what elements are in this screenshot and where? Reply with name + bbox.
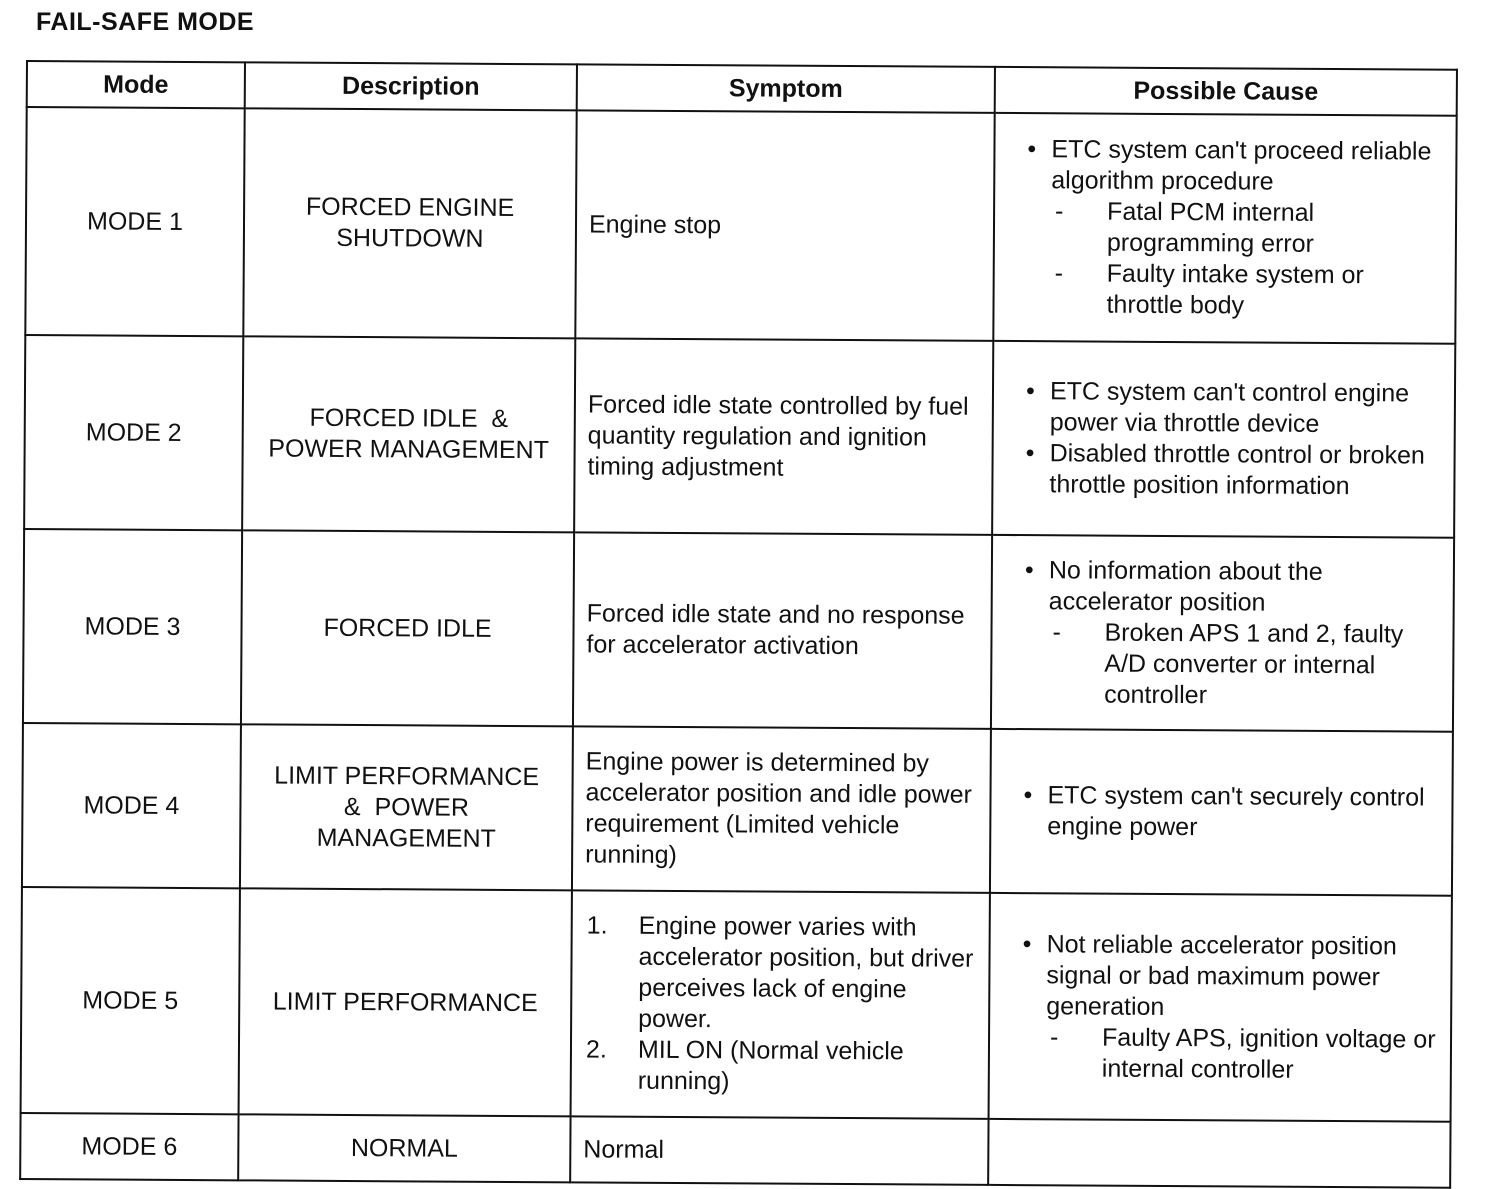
mode-cell: MODE 5 xyxy=(21,887,240,1114)
symptom-text: MIL ON (Normal vehicle running) xyxy=(637,1035,904,1096)
symptom-cell: Engine stop xyxy=(575,110,994,341)
header-description: Description xyxy=(245,62,577,110)
description-line: FORCED ENGINE xyxy=(305,192,515,222)
table-row-mode-6 xyxy=(20,1113,1450,1188)
sub-cause-list xyxy=(1046,1022,1442,1086)
cause-text: No information about the accelerator position xyxy=(1048,555,1323,617)
description-cell xyxy=(241,530,574,726)
symptom-list xyxy=(584,910,977,1098)
sub-cause-item: - Faulty intake system or throttle body xyxy=(1050,258,1446,322)
sub-cause-item: - Fatal PCM internal programming error xyxy=(1051,196,1447,260)
symptom-item xyxy=(584,910,977,1036)
header-possible-cause: Possible Cause xyxy=(995,67,1457,116)
mode-cell: MODE 2 xyxy=(24,335,243,530)
description-cell xyxy=(238,1114,570,1182)
cause-item xyxy=(1024,134,1447,323)
table-row-mode-2 xyxy=(24,335,1455,538)
mode-cell: MODE 1 xyxy=(25,107,244,336)
cause-list xyxy=(1020,929,1443,1087)
description-line: NORMAL xyxy=(350,1133,458,1163)
possible-cause-cell xyxy=(988,1119,1450,1188)
cause-item xyxy=(1022,555,1445,713)
description-line: FORCED IDLE & xyxy=(309,403,509,433)
sub-cause-item: - Broken APS 1 and 2, faulty A/D converter or internal controller xyxy=(1048,617,1445,712)
description-cell xyxy=(242,336,575,532)
description-line: LIMIT PERFORMANCE xyxy=(274,761,540,791)
possible-cause-cell xyxy=(989,893,1452,1122)
sub-cause-item: - Faulty APS, ignition voltage or internal controller xyxy=(1046,1022,1442,1086)
header-mode: Mode xyxy=(27,61,245,108)
description-cell xyxy=(239,888,572,1116)
table-row-mode-5 xyxy=(21,887,1452,1122)
cause-item: • ETC system can't securely control engine power xyxy=(1021,780,1443,845)
description-line: SHUTDOWN xyxy=(336,223,484,253)
cause-list xyxy=(1024,134,1447,323)
possible-cause-cell xyxy=(990,729,1453,896)
mode-cell: MODE 3 xyxy=(23,529,242,724)
header-symptom: Symptom xyxy=(577,64,995,113)
symptom-number: 2. xyxy=(585,1035,607,1064)
table-row-mode-1 xyxy=(25,107,1456,344)
cause-text: ETC system can't proceed reliable algorithm procedure xyxy=(1051,135,1432,196)
mode-cell: MODE 4 xyxy=(22,723,241,888)
cause-list xyxy=(1022,555,1445,713)
description-line: LIMIT PERFORMANCE xyxy=(272,987,538,1017)
sub-cause-list xyxy=(1050,196,1447,322)
possible-cause-cell xyxy=(991,535,1454,732)
description-line: MANAGEMENT xyxy=(316,823,496,853)
cause-item xyxy=(1020,929,1443,1087)
description-line: & POWER xyxy=(343,792,470,822)
symptom-cell xyxy=(571,890,990,1119)
description-line: FORCED IDLE xyxy=(323,613,492,643)
symptom-item xyxy=(584,1034,976,1098)
cause-item: • ETC system can't control engine power via throttle device xyxy=(1024,376,1446,441)
cause-list xyxy=(1021,780,1443,845)
cause-list xyxy=(1023,376,1446,503)
description-line: POWER MANAGEMENT xyxy=(268,434,549,465)
fail-safe-table-container xyxy=(19,60,1456,1189)
possible-cause-cell xyxy=(992,341,1455,538)
cause-item: • Disabled throttle control or broken throttle position information xyxy=(1023,438,1445,503)
symptom-cell: Engine power is determined by accelerator position and idle power requirement (Limited vehicle running) xyxy=(572,726,991,893)
symptom-number: 1. xyxy=(586,911,608,940)
symptom-cell: Forced idle state and no response for accelerator activation xyxy=(573,532,992,729)
page-title: FAIL-SAFE MODE xyxy=(36,8,255,36)
symptom-cell: Normal xyxy=(570,1116,988,1185)
sub-cause-list xyxy=(1048,617,1445,712)
description-cell xyxy=(243,108,576,338)
cause-text: Not reliable accelerator position signal or bad maximum power generation xyxy=(1046,929,1397,1021)
table-row-mode-3 xyxy=(23,529,1454,732)
table-row-mode-4 xyxy=(22,723,1453,896)
possible-cause-cell xyxy=(993,113,1456,344)
symptom-cell: Forced idle state controlled by fuel quantity regulation and ignition timing adjustment xyxy=(574,338,993,535)
description-cell xyxy=(240,724,573,890)
mode-cell: MODE 6 xyxy=(20,1113,238,1180)
symptom-text: Engine power varies with accelerator position, but driver perceives lack of engine power. xyxy=(638,911,974,1034)
fail-safe-mode-table xyxy=(19,60,1458,1189)
